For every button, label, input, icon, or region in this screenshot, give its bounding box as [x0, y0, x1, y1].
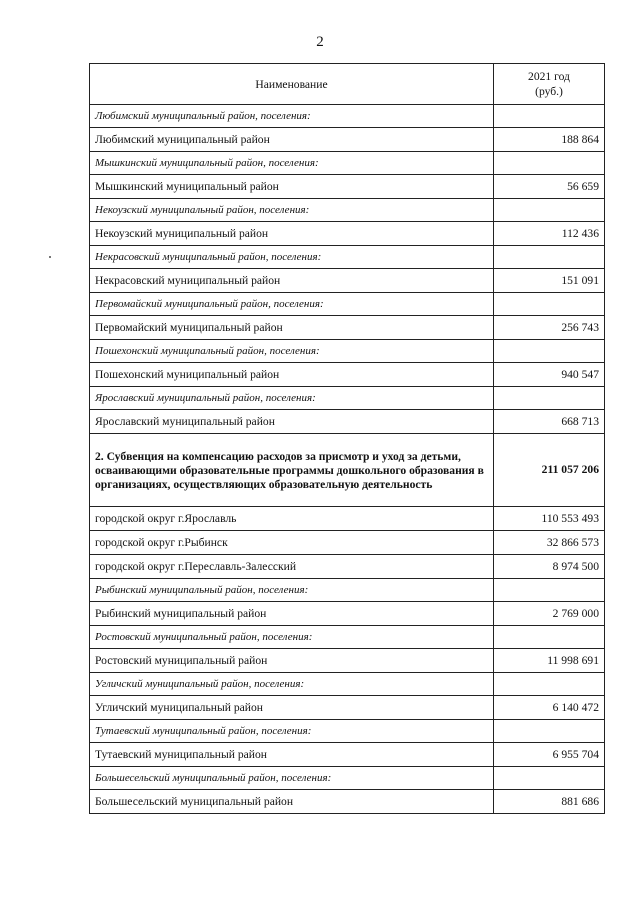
table-row [90, 363, 605, 387]
row-name: Большесельский муниципальный район, поселения: [90, 767, 494, 790]
row-amount: 668 713 [494, 410, 605, 434]
row-amount [494, 340, 605, 363]
table-row [90, 696, 605, 720]
row-name: Большесельский муниципальный район [90, 790, 494, 814]
row-name: Первомайский муниципальный район [90, 316, 494, 340]
row-amount: 188 864 [494, 128, 605, 152]
row-amount: 940 547 [494, 363, 605, 387]
group-heading-row [90, 105, 605, 128]
group-heading-row [90, 387, 605, 410]
row-amount: 151 091 [494, 269, 605, 293]
row-amount [494, 720, 605, 743]
row-name: Ростовский муниципальный район, поселения: [90, 626, 494, 649]
row-amount [494, 246, 605, 269]
table-body [90, 105, 605, 814]
row-amount: 2 769 000 [494, 602, 605, 626]
table-row [90, 316, 605, 340]
row-name: Некоузский муниципальный район, поселения: [90, 199, 494, 222]
table-row [90, 743, 605, 767]
row-amount: 6 140 472 [494, 696, 605, 720]
table-row [90, 410, 605, 434]
group-heading-row [90, 246, 605, 269]
header-name: Наименование [90, 64, 494, 105]
row-name: Ярославский муниципальный район, поселения: [90, 387, 494, 410]
budget-table [89, 63, 605, 814]
group-heading-row [90, 199, 605, 222]
row-amount: 211 057 206 [494, 434, 605, 507]
row-name: Рыбинский муниципальный район, поселения: [90, 579, 494, 602]
group-heading-row [90, 626, 605, 649]
group-heading-row [90, 340, 605, 363]
row-name: Пошехонский муниципальный район, поселения: [90, 340, 494, 363]
row-amount: 8 974 500 [494, 555, 605, 579]
group-heading-row [90, 579, 605, 602]
row-name: Мышкинский муниципальный район [90, 175, 494, 199]
row-amount: 110 553 493 [494, 507, 605, 531]
row-amount [494, 387, 605, 410]
row-amount [494, 293, 605, 316]
row-name: Некоузский муниципальный район [90, 222, 494, 246]
row-name: городской округ г.Рыбинск [90, 531, 494, 555]
row-name: Ростовский муниципальный район [90, 649, 494, 673]
row-name: Некрасовский муниципальный район, поселения: [90, 246, 494, 269]
row-amount: 112 436 [494, 222, 605, 246]
row-amount [494, 199, 605, 222]
row-name: Некрасовский муниципальный район [90, 269, 494, 293]
row-amount: 256 743 [494, 316, 605, 340]
group-heading-row [90, 720, 605, 743]
section-total-row [90, 434, 605, 507]
row-name: Мышкинский муниципальный район, поселения: [90, 152, 494, 175]
table-row [90, 175, 605, 199]
row-name: Любимский муниципальный район [90, 128, 494, 152]
row-amount [494, 579, 605, 602]
row-amount [494, 767, 605, 790]
table-row [90, 790, 605, 814]
row-amount [494, 152, 605, 175]
row-amount: 881 686 [494, 790, 605, 814]
header-unit-label: (руб.) [535, 85, 563, 98]
row-amount: 11 998 691 [494, 649, 605, 673]
row-name: 2. Субвенция на компенсацию расходов за присмотр и уход за детьми, осваивающими образовательные программы дошкольного образования в организациях, осуществляющих образовательную деятельность [90, 434, 494, 507]
group-heading-row [90, 767, 605, 790]
row-name: Угличский муниципальный район [90, 696, 494, 720]
table-header-row [90, 64, 605, 105]
table-row [90, 507, 605, 531]
header-year [494, 64, 605, 105]
row-name: городской округ г.Переславль-Залесский [90, 555, 494, 579]
page-number: 2 [316, 34, 324, 50]
row-name: Пошехонский муниципальный район [90, 363, 494, 387]
row-amount: 56 659 [494, 175, 605, 199]
table-row [90, 531, 605, 555]
row-name: Ярославский муниципальный район [90, 410, 494, 434]
row-name: Тутаевский муниципальный район, поселения: [90, 720, 494, 743]
table-row [90, 649, 605, 673]
row-amount: 6 955 704 [494, 743, 605, 767]
row-name: городской округ г.Ярославль [90, 507, 494, 531]
table-row [90, 602, 605, 626]
row-name: Тутаевский муниципальный район [90, 743, 494, 767]
row-amount [494, 105, 605, 128]
row-amount [494, 673, 605, 696]
group-heading-row [90, 293, 605, 316]
header-year-label: 2021 год [528, 70, 570, 83]
row-amount [494, 626, 605, 649]
table-row [90, 128, 605, 152]
table-row [90, 269, 605, 293]
table-row [90, 555, 605, 579]
row-name: Любимский муниципальный район, поселения: [90, 105, 494, 128]
table-row [90, 222, 605, 246]
row-amount: 32 866 573 [494, 531, 605, 555]
row-name: Первомайский муниципальный район, поселения: [90, 293, 494, 316]
row-name: Угличский муниципальный район, поселения: [90, 673, 494, 696]
group-heading-row [90, 152, 605, 175]
scan-speck [49, 256, 51, 258]
row-name: Рыбинский муниципальный район [90, 602, 494, 626]
group-heading-row [90, 673, 605, 696]
